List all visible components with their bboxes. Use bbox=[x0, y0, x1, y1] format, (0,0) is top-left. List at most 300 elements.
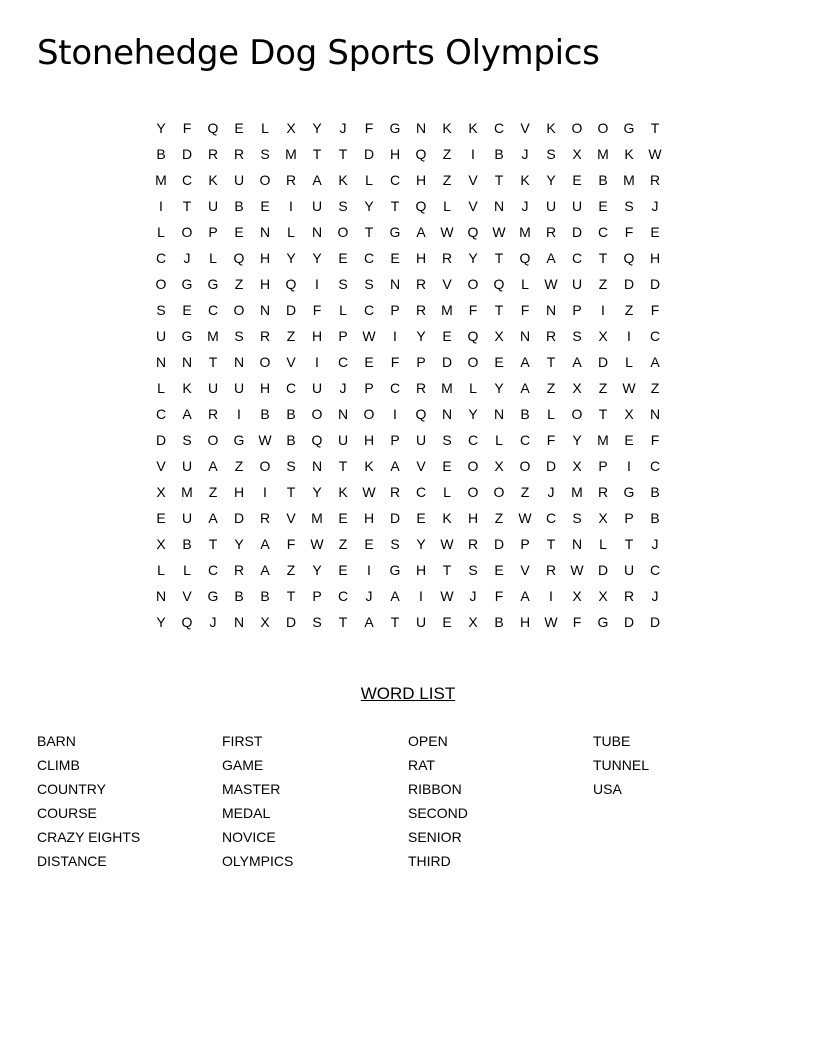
grid-letter: U bbox=[571, 276, 583, 292]
grid-letter: M bbox=[441, 380, 453, 396]
grid-letter: C bbox=[545, 510, 557, 526]
grid-letter: C bbox=[285, 380, 297, 396]
grid-letter: C bbox=[181, 172, 193, 188]
grid-letter: Z bbox=[442, 172, 452, 188]
grid-letter: N bbox=[259, 224, 271, 240]
grid-letter: Z bbox=[598, 380, 608, 396]
grid-letter: X bbox=[494, 458, 504, 474]
grid-letter: K bbox=[338, 172, 348, 188]
grid-row bbox=[148, 609, 668, 635]
grid-letter: T bbox=[494, 172, 504, 188]
grid-letter: D bbox=[389, 510, 401, 526]
grid-letter: P bbox=[624, 510, 634, 526]
grid-letter: H bbox=[467, 510, 479, 526]
grid-letter: G bbox=[389, 562, 401, 578]
grid-letter: B bbox=[598, 172, 608, 188]
grid-letter: O bbox=[597, 120, 609, 136]
grid-letter: Y bbox=[416, 328, 426, 344]
grid-letter: T bbox=[598, 250, 608, 266]
grid-letter: O bbox=[233, 302, 245, 318]
grid-letter: Y bbox=[312, 484, 322, 500]
grid-letter: L bbox=[625, 354, 633, 370]
grid-letter: I bbox=[549, 588, 553, 604]
grid-letter: D bbox=[649, 276, 661, 292]
grid-letter: W bbox=[440, 536, 454, 552]
grid-letter: B bbox=[650, 484, 660, 500]
grid-letter: V bbox=[468, 172, 478, 188]
grid-letter: E bbox=[598, 198, 608, 214]
grid-letter: T bbox=[624, 536, 634, 552]
grid-letter: Q bbox=[493, 276, 505, 292]
grid-letter: W bbox=[648, 146, 662, 162]
grid-letter: N bbox=[389, 276, 401, 292]
grid-letter: X bbox=[624, 406, 634, 422]
grid-letter: S bbox=[260, 146, 270, 162]
grid-letter: P bbox=[520, 536, 530, 552]
grid-letter: M bbox=[597, 432, 609, 448]
grid-letter: Y bbox=[468, 406, 478, 422]
grid-letter: A bbox=[572, 354, 582, 370]
grid-row bbox=[148, 505, 668, 531]
grid-letter: U bbox=[571, 198, 583, 214]
grid-letter: P bbox=[390, 432, 400, 448]
grid-letter: N bbox=[571, 536, 583, 552]
grid-letter: K bbox=[442, 510, 452, 526]
grid-letter: B bbox=[260, 406, 270, 422]
grid-letter: A bbox=[416, 224, 426, 240]
grid-letter: C bbox=[649, 328, 661, 344]
grid-letter: M bbox=[597, 146, 609, 162]
grid-letter: H bbox=[259, 380, 271, 396]
grid-letter: E bbox=[416, 510, 426, 526]
grid-letter: B bbox=[156, 146, 166, 162]
grid-letter: J bbox=[183, 250, 191, 266]
grid-letter: S bbox=[156, 302, 166, 318]
grid-letter: T bbox=[546, 354, 556, 370]
grid-letter: N bbox=[233, 354, 245, 370]
grid-letter: J bbox=[209, 614, 217, 630]
grid-letter: X bbox=[572, 458, 582, 474]
grid-letter: F bbox=[650, 432, 660, 448]
grid-row bbox=[148, 349, 668, 375]
grid-letter: K bbox=[208, 172, 218, 188]
grid-letter: E bbox=[364, 536, 374, 552]
grid-letter: A bbox=[390, 588, 400, 604]
grid-letter: G bbox=[207, 276, 219, 292]
grid-letter: Q bbox=[311, 432, 323, 448]
grid-letter: M bbox=[285, 146, 297, 162]
word-list-item: TUNNEL bbox=[593, 757, 650, 773]
word-list-column-3 bbox=[408, 730, 588, 874]
grid-letter: V bbox=[416, 458, 426, 474]
grid-letter: L bbox=[287, 224, 295, 240]
grid-letter: O bbox=[467, 276, 479, 292]
grid-letter: E bbox=[624, 432, 634, 448]
grid-letter: C bbox=[363, 302, 375, 318]
grid-letter: G bbox=[181, 276, 193, 292]
grid-letter: P bbox=[364, 380, 374, 396]
grid-letter: U bbox=[545, 198, 557, 214]
grid-letter: Q bbox=[467, 224, 479, 240]
grid-letter: W bbox=[622, 380, 636, 396]
grid-letter: L bbox=[599, 536, 607, 552]
grid-letter: E bbox=[650, 224, 660, 240]
grid-letter: Z bbox=[494, 510, 504, 526]
grid-letter: R bbox=[415, 276, 427, 292]
grid-letter: H bbox=[415, 172, 427, 188]
grid-letter: A bbox=[260, 562, 270, 578]
word-list-item: CRAZY EIGHTS bbox=[37, 829, 141, 845]
word-list-item: MASTER bbox=[222, 781, 281, 797]
grid-letter: I bbox=[471, 146, 475, 162]
grid-letter: T bbox=[286, 588, 296, 604]
grid-letter: H bbox=[415, 562, 427, 578]
grid-letter: D bbox=[649, 614, 661, 630]
grid-letter: G bbox=[233, 432, 245, 448]
grid-letter: C bbox=[467, 432, 479, 448]
grid-letter: H bbox=[363, 510, 375, 526]
grid-letter: U bbox=[415, 432, 427, 448]
grid-letter: I bbox=[419, 588, 423, 604]
grid-letter: A bbox=[546, 250, 556, 266]
grid-letter: B bbox=[494, 146, 504, 162]
grid-letter: S bbox=[338, 198, 348, 214]
grid-letter: O bbox=[467, 484, 479, 500]
grid-letter: K bbox=[624, 146, 634, 162]
grid-letter: D bbox=[441, 354, 453, 370]
grid-letter: D bbox=[181, 146, 193, 162]
grid-letter: R bbox=[233, 562, 245, 578]
word-list-item: COUNTRY bbox=[37, 781, 106, 797]
word-list-item: THIRD bbox=[408, 853, 451, 869]
grid-letter: N bbox=[545, 302, 557, 318]
word-list-column-4 bbox=[593, 730, 773, 802]
grid-letter: J bbox=[651, 588, 659, 604]
grid-letter: G bbox=[623, 484, 635, 500]
grid-letter: O bbox=[337, 224, 349, 240]
grid-letter: D bbox=[493, 536, 505, 552]
grid-letter: T bbox=[312, 146, 322, 162]
grid-letter: L bbox=[495, 432, 503, 448]
grid-letter: R bbox=[545, 328, 557, 344]
grid-letter: C bbox=[155, 250, 167, 266]
grid-letter: E bbox=[156, 510, 166, 526]
grid-letter: F bbox=[572, 614, 582, 630]
grid-letter: E bbox=[364, 354, 374, 370]
grid-letter: Z bbox=[286, 562, 296, 578]
grid-letter: B bbox=[286, 432, 296, 448]
grid-letter: B bbox=[650, 510, 660, 526]
grid-letter: J bbox=[651, 536, 659, 552]
grid-letter: L bbox=[209, 250, 217, 266]
grid-letter: U bbox=[181, 458, 193, 474]
grid-letter: X bbox=[598, 510, 608, 526]
grid-letter: D bbox=[233, 510, 245, 526]
grid-letter: G bbox=[597, 614, 609, 630]
grid-letter: T bbox=[208, 354, 218, 370]
grid-letter: X bbox=[468, 614, 478, 630]
grid-letter: J bbox=[339, 120, 347, 136]
grid-letter: P bbox=[416, 354, 426, 370]
grid-letter: W bbox=[570, 562, 584, 578]
grid-letter: R bbox=[259, 328, 271, 344]
grid-letter: L bbox=[547, 406, 555, 422]
grid-letter: D bbox=[623, 614, 635, 630]
grid-letter: O bbox=[519, 458, 531, 474]
grid-letter: X bbox=[156, 536, 166, 552]
grid-letter: Z bbox=[624, 302, 634, 318]
grid-letter: J bbox=[521, 198, 529, 214]
grid-letter: O bbox=[259, 354, 271, 370]
grid-letter: A bbox=[390, 458, 400, 474]
grid-letter: J bbox=[521, 146, 529, 162]
grid-letter: T bbox=[364, 224, 374, 240]
grid-letter: M bbox=[623, 172, 635, 188]
word-list-item: OPEN bbox=[408, 733, 448, 749]
grid-row bbox=[148, 167, 668, 193]
grid-letter: W bbox=[440, 588, 454, 604]
grid-letter: L bbox=[157, 380, 165, 396]
grid-letter: M bbox=[441, 302, 453, 318]
grid-letter: J bbox=[547, 484, 555, 500]
grid-letter: T bbox=[390, 614, 400, 630]
grid-letter: Z bbox=[234, 276, 244, 292]
grid-letter: N bbox=[259, 302, 271, 318]
grid-letter: O bbox=[363, 406, 375, 422]
grid-letter: T bbox=[390, 198, 400, 214]
grid-letter: L bbox=[469, 380, 477, 396]
grid-row bbox=[148, 141, 668, 167]
grid-row bbox=[148, 297, 668, 323]
grid-letter: O bbox=[207, 432, 219, 448]
grid-letter: X bbox=[572, 146, 582, 162]
grid-row bbox=[148, 219, 668, 245]
grid-letter: L bbox=[365, 172, 373, 188]
grid-letter: C bbox=[389, 172, 401, 188]
grid-letter: E bbox=[442, 328, 452, 344]
grid-letter: C bbox=[155, 406, 167, 422]
grid-letter: O bbox=[467, 354, 479, 370]
grid-letter: S bbox=[234, 328, 244, 344]
grid-letter: R bbox=[545, 224, 557, 240]
grid-letter: C bbox=[207, 302, 219, 318]
grid-letter: R bbox=[415, 302, 427, 318]
grid-letter: D bbox=[285, 614, 297, 630]
grid-letter: Q bbox=[233, 250, 245, 266]
grid-letter: M bbox=[571, 484, 583, 500]
grid-letter: T bbox=[598, 406, 608, 422]
grid-letter: A bbox=[182, 406, 192, 422]
grid-row bbox=[148, 427, 668, 453]
word-list-heading: WORD LIST bbox=[360, 684, 456, 703]
grid-letter: U bbox=[233, 380, 245, 396]
grid-letter: P bbox=[572, 302, 582, 318]
grid-letter: S bbox=[546, 146, 556, 162]
grid-letter: S bbox=[286, 458, 296, 474]
grid-letter: P bbox=[598, 458, 608, 474]
grid-letter: Y bbox=[494, 380, 504, 396]
grid-letter: Z bbox=[546, 380, 556, 396]
grid-letter: J bbox=[469, 588, 477, 604]
grid-letter: F bbox=[624, 224, 634, 240]
grid-letter: U bbox=[207, 380, 219, 396]
grid-letter: X bbox=[598, 328, 608, 344]
word-list-item: SENIOR bbox=[408, 829, 462, 845]
grid-letter: H bbox=[415, 250, 427, 266]
grid-letter: R bbox=[649, 172, 661, 188]
grid-letter: U bbox=[155, 328, 167, 344]
grid-letter: F bbox=[468, 302, 478, 318]
grid-letter: Q bbox=[415, 146, 427, 162]
grid-letter: S bbox=[624, 198, 634, 214]
grid-letter: Y bbox=[286, 250, 296, 266]
grid-letter: D bbox=[545, 458, 557, 474]
grid-letter: C bbox=[337, 354, 349, 370]
grid-letter: S bbox=[468, 562, 478, 578]
grid-letter: W bbox=[492, 224, 506, 240]
grid-letter: S bbox=[390, 536, 400, 552]
grid-letter: K bbox=[364, 458, 374, 474]
grid-letter: X bbox=[572, 380, 582, 396]
grid-letter: V bbox=[286, 354, 296, 370]
grid-letter: K bbox=[546, 120, 556, 136]
grid-letter: B bbox=[494, 614, 504, 630]
grid-letter: P bbox=[338, 328, 348, 344]
grid-letter: F bbox=[494, 588, 504, 604]
page-title: Stonehedge Dog Sports Olympics bbox=[37, 33, 600, 73]
grid-letter: V bbox=[442, 276, 452, 292]
grid-letter: N bbox=[441, 406, 453, 422]
grid-letter: I bbox=[315, 354, 319, 370]
grid-letter: V bbox=[286, 510, 296, 526]
word-list-item: GAME bbox=[222, 757, 264, 773]
word-list-item: TUBE bbox=[593, 733, 631, 749]
grid-letter: E bbox=[338, 562, 348, 578]
word-list-item: FIRST bbox=[222, 733, 263, 749]
grid-letter: J bbox=[365, 588, 373, 604]
grid-letter: N bbox=[155, 588, 167, 604]
grid-letter: P bbox=[390, 302, 400, 318]
grid-letter: T bbox=[286, 484, 296, 500]
grid-letter: N bbox=[649, 406, 661, 422]
grid-letter: J bbox=[651, 198, 659, 214]
grid-letter: R bbox=[415, 380, 427, 396]
grid-letter: E bbox=[494, 354, 504, 370]
grid-letter: H bbox=[259, 250, 271, 266]
grid-letter: F bbox=[390, 354, 400, 370]
grid-letter: N bbox=[493, 198, 505, 214]
grid-letter: Q bbox=[519, 250, 531, 266]
grid-letter: L bbox=[157, 562, 165, 578]
word-list-item: DISTANCE bbox=[37, 853, 107, 869]
grid-letter: U bbox=[415, 614, 427, 630]
grid-letter: A bbox=[520, 588, 530, 604]
word-list-item: MEDAL bbox=[222, 805, 271, 821]
grid-letter: X bbox=[286, 120, 296, 136]
grid-letter: V bbox=[182, 588, 192, 604]
grid-letter: O bbox=[571, 406, 583, 422]
grid-row bbox=[148, 193, 668, 219]
grid-row bbox=[148, 375, 668, 401]
grid-letter: Q bbox=[181, 614, 193, 630]
grid-letter: M bbox=[207, 328, 219, 344]
grid-row bbox=[148, 557, 668, 583]
grid-letter: U bbox=[311, 198, 323, 214]
grid-letter: B bbox=[234, 198, 244, 214]
grid-letter: W bbox=[544, 614, 558, 630]
grid-letter: C bbox=[207, 562, 219, 578]
grid-letter: E bbox=[260, 198, 270, 214]
grid-letter: K bbox=[182, 380, 192, 396]
grid-letter: W bbox=[362, 328, 376, 344]
grid-letter: E bbox=[234, 120, 244, 136]
grid-letter: S bbox=[442, 432, 452, 448]
grid-letter: W bbox=[440, 224, 454, 240]
grid-letter: G bbox=[181, 328, 193, 344]
grid-letter: T bbox=[338, 146, 348, 162]
grid-letter: N bbox=[493, 406, 505, 422]
grid-letter: C bbox=[597, 224, 609, 240]
word-list-item: CLIMB bbox=[37, 757, 80, 773]
grid-letter: N bbox=[311, 224, 323, 240]
grid-row bbox=[148, 115, 668, 141]
grid-letter: K bbox=[338, 484, 348, 500]
grid-letter: U bbox=[311, 380, 323, 396]
grid-letter: W bbox=[362, 484, 376, 500]
grid-letter: H bbox=[233, 484, 245, 500]
grid-letter: E bbox=[572, 172, 582, 188]
grid-letter: N bbox=[519, 328, 531, 344]
grid-letter: W bbox=[518, 510, 532, 526]
grid-letter: K bbox=[468, 120, 478, 136]
grid-letter: Q bbox=[467, 328, 479, 344]
grid-letter: Y bbox=[364, 198, 374, 214]
grid-letter: C bbox=[415, 484, 427, 500]
grid-letter: N bbox=[181, 354, 193, 370]
grid-letter: F bbox=[546, 432, 556, 448]
grid-letter: F bbox=[182, 120, 192, 136]
grid-letter: T bbox=[442, 562, 452, 578]
grid-letter: C bbox=[649, 458, 661, 474]
grid-letter: Q bbox=[415, 198, 427, 214]
grid-row bbox=[148, 453, 668, 479]
grid-letter: I bbox=[393, 406, 397, 422]
grid-letter: A bbox=[208, 458, 218, 474]
grid-letter: O bbox=[181, 224, 193, 240]
grid-letter: E bbox=[390, 250, 400, 266]
grid-letter: S bbox=[572, 328, 582, 344]
grid-letter: C bbox=[389, 380, 401, 396]
grid-letter: Y bbox=[312, 120, 322, 136]
grid-letter: J bbox=[339, 380, 347, 396]
grid-letter: G bbox=[207, 588, 219, 604]
grid-letter: Q bbox=[207, 120, 219, 136]
grid-letter: R bbox=[285, 172, 297, 188]
grid-letter: E bbox=[182, 302, 192, 318]
grid-letter: I bbox=[627, 458, 631, 474]
grid-letter: S bbox=[364, 276, 374, 292]
grid-letter: R bbox=[233, 146, 245, 162]
word-search-grid bbox=[148, 115, 668, 635]
grid-letter: Y bbox=[234, 536, 244, 552]
grid-letter: O bbox=[467, 458, 479, 474]
grid-row bbox=[148, 323, 668, 349]
grid-letter: M bbox=[311, 510, 323, 526]
grid-letter: L bbox=[443, 484, 451, 500]
grid-letter: O bbox=[493, 484, 505, 500]
grid-row bbox=[148, 401, 668, 427]
grid-letter: N bbox=[155, 354, 167, 370]
